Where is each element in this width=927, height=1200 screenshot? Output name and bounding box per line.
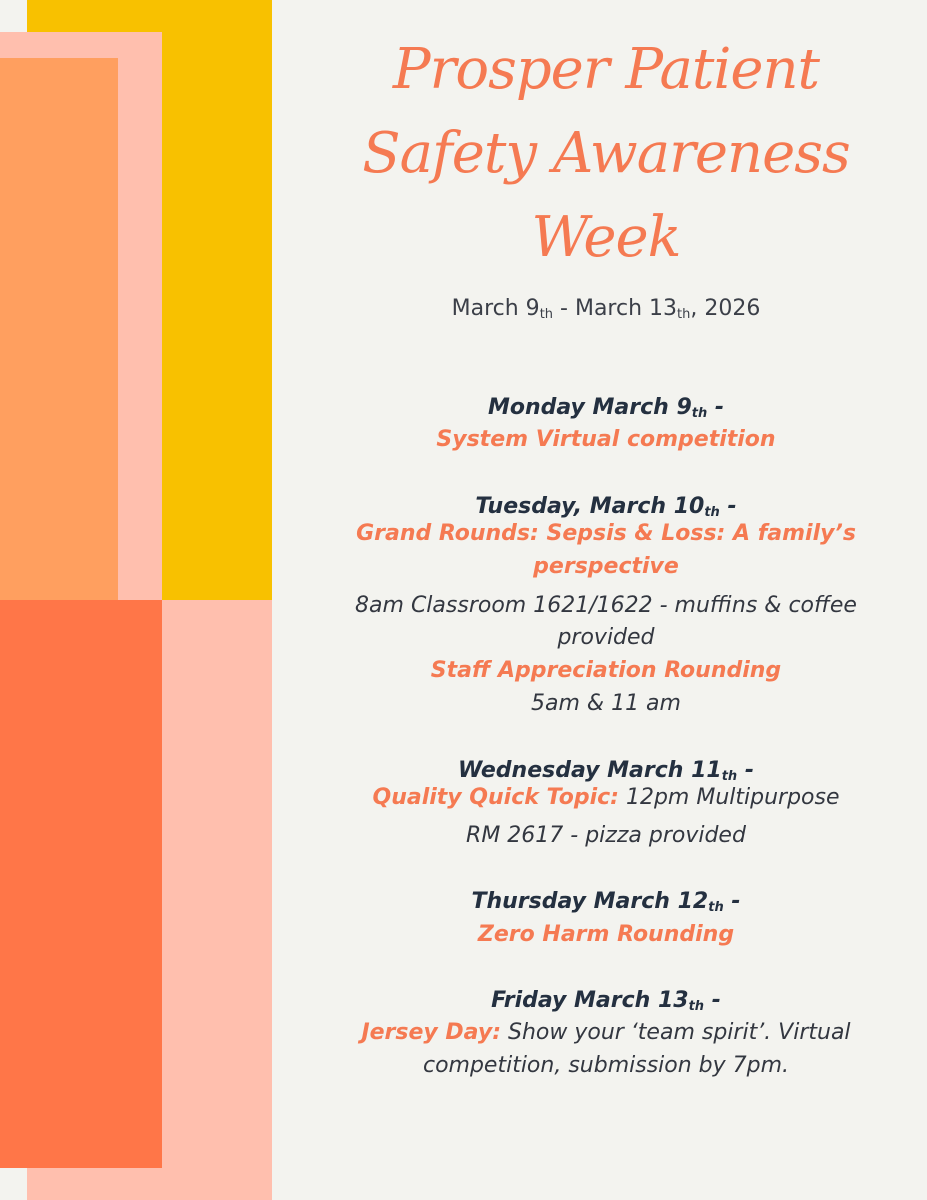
tuesday-event-2: Staff Appreciation Rounding — [430, 658, 782, 683]
date-end: March 13 — [574, 296, 678, 321]
friday-detail-line-2: competition, submission by 7pm. — [422, 1053, 790, 1078]
tuesday-suffix: th — [704, 505, 720, 520]
wednesday-event: Quality Quick Topic: — [372, 785, 619, 810]
title-line-1: Prosper Patient — [392, 37, 820, 102]
date-start: March 9 — [451, 296, 540, 321]
date-year: , 2026 — [690, 296, 761, 321]
friday-detail-line-1: Show your ‘team spirit’. Virtual — [501, 1020, 851, 1045]
date-start-suffix: th — [539, 307, 554, 322]
tuesday-detail-line-2: provided — [557, 625, 655, 650]
monday-day: Monday March 9 — [487, 395, 692, 420]
tuesday-event-line-2: perspective — [533, 554, 679, 579]
thursday-suffix: th — [708, 900, 724, 915]
date-range — [300, 294, 912, 330]
decorative-orange-block-top — [0, 58, 118, 600]
tuesday-detail-line-1: 8am Classroom 1621/1622 - muffins & coffee — [355, 593, 857, 618]
thursday-day: Thursday March 12 — [471, 889, 709, 914]
page-title — [300, 28, 912, 280]
friday-dash: - — [704, 988, 721, 1013]
friday-event: Jersey Day: — [361, 1020, 501, 1045]
tuesday-detail-2: 5am & 11 am — [531, 691, 681, 716]
date-separator: - — [553, 296, 575, 321]
wednesday-event-line — [300, 781, 912, 815]
wednesday-dash: - — [737, 758, 754, 783]
title-line-2: Safety Awareness — [362, 121, 850, 186]
decorative-orange-block-bottom — [0, 600, 162, 1168]
wednesday-detail-line-2: RM 2617 - pizza provided — [466, 823, 746, 848]
monday-dash: - — [707, 395, 725, 420]
friday-event-line — [300, 1016, 912, 1050]
friday-suffix: th — [688, 999, 705, 1014]
date-end-suffix: th — [677, 307, 691, 322]
monday-suffix: th — [691, 406, 708, 421]
tuesday-dash: - — [719, 494, 737, 519]
friday-day: Friday March 13 — [491, 988, 689, 1013]
thursday-dash: - — [723, 889, 741, 914]
tuesday-day: Tuesday, March 10 — [475, 494, 705, 519]
wednesday-day: Wednesday March 11 — [458, 758, 722, 783]
monday-event: System Virtual competition — [436, 427, 776, 452]
thursday-event: Zero Harm Rounding — [477, 922, 735, 947]
tuesday-event-line-1: Grand Rounds: Sepsis & Loss: A family’s — [356, 521, 856, 546]
wednesday-detail-line-1: 12pm Multipurpose — [618, 785, 840, 810]
title-line-3: Week — [531, 205, 681, 270]
wednesday-suffix: th — [721, 769, 738, 784]
